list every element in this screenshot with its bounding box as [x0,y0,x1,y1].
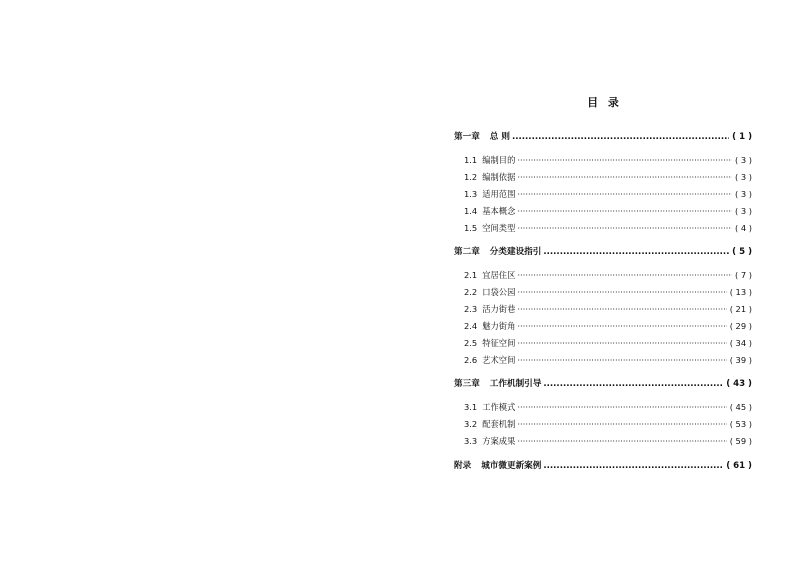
toc-leader-dots [517,189,732,199]
toc-leader-dots [517,338,726,348]
toc-leader-dots [517,270,732,280]
toc-entry-title: 空间类型 [482,223,516,233]
toc-section-3-3[interactable] [454,435,752,449]
toc-entry-page: ( 3 ) [734,189,752,199]
toc-section-1-5[interactable] [454,222,752,236]
toc-entry-number: 2.4 [464,321,478,331]
toc-section-3-1[interactable] [454,401,752,415]
toc-entry-title: 口袋公园 [482,287,516,297]
toc-entry-title: 工作机制引导 [489,379,542,389]
toc-entry-title: 工作模式 [482,402,516,412]
toc-leader-dots [517,287,726,297]
toc-section-2-4[interactable] [454,320,752,334]
toc-entry-page: ( 7 ) [734,270,752,280]
toc-entry-page: ( 39 ) [729,355,752,365]
toc-entry-number: 3.2 [464,419,478,429]
toc-entry-number: 1.4 [464,206,478,216]
toc-entry-page: ( 61 ) [726,461,752,471]
toc-entry-number: 第一章 [454,132,480,142]
toc-section-2-6[interactable] [454,354,752,368]
toc-entry-title: 基本概念 [482,206,516,216]
toc-entry-page: ( 34 ) [729,338,752,348]
toc-entry-number: 3.3 [464,436,478,446]
toc-entry-number: 第三章 [454,379,480,389]
toc-entry-page: ( 3 ) [734,155,752,165]
toc-entry-page: ( 53 ) [729,419,752,429]
toc-entry-page: ( 13 ) [729,287,752,297]
toc-chapter-3[interactable] [454,377,752,391]
toc-section-3-2[interactable] [454,418,752,432]
toc-entry-title: 特征空间 [482,338,516,348]
toc-entry-page: ( 4 ) [734,223,752,233]
toc-section-1-1[interactable] [454,154,752,168]
toc-entry-page: ( 29 ) [729,321,752,331]
toc-entry-title: 总 则 [489,132,510,142]
toc-entry-page: ( 3 ) [734,172,752,182]
toc-leader-dots [517,355,726,365]
toc-entry-title: 宜居住区 [482,270,516,280]
toc-entry-title: 方案成果 [482,436,516,446]
toc-entry-title: 编制依据 [482,172,516,182]
toc-entry-title: 魅力街角 [482,321,516,331]
toc-section-1-4[interactable] [454,205,752,219]
toc-leader-dots [517,304,726,314]
toc-entry-page: ( 45 ) [729,402,752,412]
toc-chapter-2[interactable] [454,245,752,259]
toc-entry-title: 城市微更新案例 [481,461,542,471]
toc-leader-dots [517,172,732,182]
page-title: 目 录 [587,96,619,109]
toc-chapter-1[interactable] [454,130,752,144]
toc-leader-dots [517,436,726,446]
toc-section-2-3[interactable] [454,303,752,317]
toc-section-2-2[interactable] [454,286,752,300]
toc-leader-dots [517,155,732,165]
toc-leader-dots [543,379,723,389]
toc-section-1-2[interactable] [454,171,752,185]
toc-leader-dots [517,321,726,331]
toc-leader-dots [517,206,732,216]
toc-entry-number: 2.3 [464,304,478,314]
toc-entry-title: 配套机制 [482,419,516,429]
toc-entry-page: ( 21 ) [729,304,752,314]
toc-leader-dots [543,247,729,257]
toc-entry-title: 艺术空间 [482,355,516,365]
toc-entry-number: 1.1 [464,155,478,165]
toc-entry-number: 1.3 [464,189,478,199]
toc-section-2-1[interactable] [454,269,752,283]
toc-entry-page: ( 43 ) [726,379,752,389]
toc-entry-page: ( 59 ) [729,436,752,446]
toc-leader-dots [517,402,726,412]
toc-entry-title: 分类建设指引 [489,247,542,257]
toc-entry-number: 1.5 [464,223,478,233]
toc-entry-page: ( 3 ) [734,206,752,216]
toc-entry-title: 活力街巷 [482,304,516,314]
toc-entry-number: 2.6 [464,355,478,365]
toc-entry-title: 编制目的 [482,155,516,165]
toc-entry-number: 2.1 [464,270,478,280]
toc-entry-title: 适用范围 [482,189,516,199]
toc-appendix[interactable] [454,459,752,473]
toc-entry-page: ( 1 ) [732,132,752,142]
toc-leader-dots [517,419,726,429]
toc-entry-number: 2.5 [464,338,478,348]
toc-leader-dots [512,132,729,142]
toc-entry-number: 1.2 [464,172,478,182]
toc-leader-dots [543,461,723,471]
toc-entry-number: 第二章 [454,247,480,257]
toc-entry-number: 附录 [454,461,472,471]
toc-section-1-3[interactable] [454,188,752,202]
toc-entry-number: 3.1 [464,402,478,412]
toc-leader-dots [517,223,732,233]
toc-entry-number: 2.2 [464,287,478,297]
toc-section-2-5[interactable] [454,337,752,351]
toc-entry-page: ( 5 ) [732,247,752,257]
